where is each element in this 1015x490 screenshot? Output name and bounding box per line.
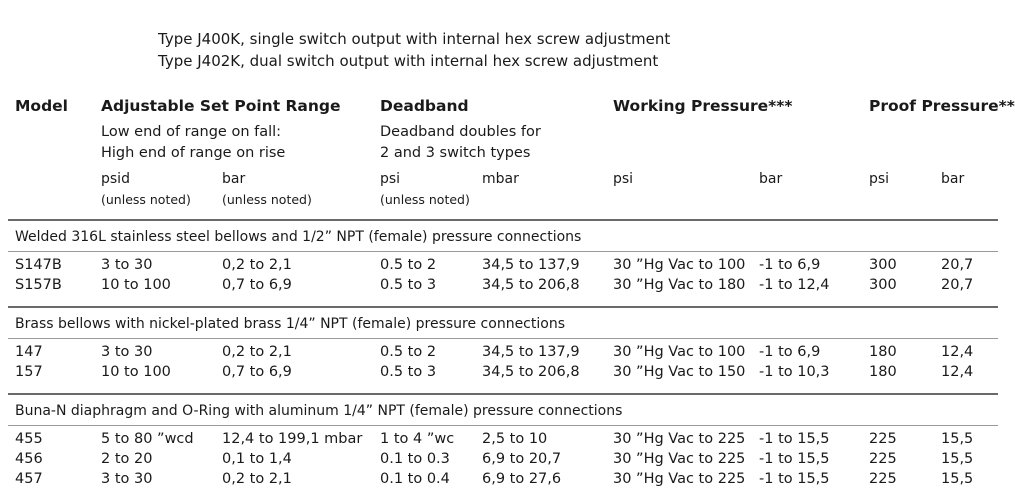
cell-proof-psi: 180 (869, 344, 897, 360)
cell-working-bar: -1 to 15,5 (759, 471, 830, 487)
unit-proof-psi: psi (869, 171, 890, 187)
cell-proof-bar: 12,4 (941, 364, 974, 380)
cell-proof-bar: 15,5 (941, 471, 974, 487)
cell-range-bar: 0,2 to 2,1 (222, 257, 292, 273)
cell-working-psi: 30 ”Hg Vac to 100 (613, 344, 746, 360)
cell-deadband-psi: 0.5 to 2 (380, 344, 437, 360)
cell-working-psi: 30 ”Hg Vac to 100 (613, 257, 746, 273)
cell-range-bar: 0,7 to 6,9 (222, 277, 292, 293)
cell-model: 457 (15, 471, 43, 487)
cell-proof-bar: 15,5 (941, 451, 974, 467)
cell-deadband-mbar: 34,5 to 206,8 (482, 364, 580, 380)
unit-working-bar: bar (759, 171, 783, 187)
range-subtitle-1: Low end of range on fall: (101, 124, 282, 140)
section-underline (8, 338, 998, 339)
type-line-j402k: Type J402K, dual switch output with internal hex screw adjustment (158, 52, 659, 70)
unit-proof-bar: bar (941, 171, 965, 187)
cell-range-bar: 0,1 to 1,4 (222, 451, 292, 467)
cell-proof-psi: 225 (869, 471, 897, 487)
cell-proof-bar: 20,7 (941, 257, 974, 273)
cell-range-psid: 5 to 80 ”wcd (101, 431, 194, 447)
cell-deadband-psi: 0.1 to 0.3 (380, 451, 450, 467)
cell-deadband-mbar: 6,9 to 27,6 (482, 471, 562, 487)
header-set-point-range: Adjustable Set Point Range (101, 97, 341, 115)
cell-working-psi: 30 ”Hg Vac to 180 (613, 277, 746, 293)
cell-range-bar: 0,2 to 2,1 (222, 471, 292, 487)
cell-working-psi: 30 ”Hg Vac to 225 (613, 451, 746, 467)
section-underline (8, 251, 998, 252)
unit-range-psid: psid (101, 171, 130, 187)
cell-working-bar: -1 to 6,9 (759, 257, 821, 273)
cell-proof-psi: 225 (869, 451, 897, 467)
cell-deadband-mbar: 6,9 to 20,7 (482, 451, 562, 467)
unit-deadband-psi: psi (380, 171, 401, 187)
cell-working-bar: -1 to 12,4 (759, 277, 830, 293)
cell-model: S147B (15, 257, 62, 273)
section-title-buna-n: Buna-N diaphragm and O-Ring with aluminum 1/4” NPT (female) pressure connections (15, 403, 623, 419)
unit-range-bar-note: (unless noted) (222, 192, 312, 207)
cell-model: S157B (15, 277, 62, 293)
cell-working-bar: -1 to 10,3 (759, 364, 830, 380)
cell-model: 157 (15, 364, 43, 380)
cell-proof-bar: 20,7 (941, 277, 974, 293)
cell-deadband-psi: 1 to 4 ”wc (380, 431, 455, 447)
cell-range-bar: 12,4 to 199,1 mbar (222, 431, 363, 447)
cell-working-psi: 30 ”Hg Vac to 225 (613, 471, 746, 487)
unit-working-psi: psi (613, 171, 634, 187)
section-underline (8, 425, 998, 426)
header-working-pressure: Working Pressure*** (613, 97, 793, 115)
section-divider (8, 306, 998, 308)
unit-range-bar: bar (222, 171, 246, 187)
cell-deadband-mbar: 34,5 to 137,9 (482, 344, 580, 360)
cell-range-psid: 10 to 100 (101, 277, 171, 293)
section-divider (8, 393, 998, 395)
cell-model: 456 (15, 451, 43, 467)
cell-working-psi: 30 ”Hg Vac to 225 (613, 431, 746, 447)
cell-range-bar: 0,2 to 2,1 (222, 344, 292, 360)
cell-deadband-mbar: 34,5 to 137,9 (482, 257, 580, 273)
cell-deadband-psi: 0.5 to 3 (380, 364, 437, 380)
cell-working-bar: -1 to 6,9 (759, 344, 821, 360)
cell-deadband-mbar: 34,5 to 206,8 (482, 277, 580, 293)
cell-working-psi: 30 ”Hg Vac to 150 (613, 364, 746, 380)
section-divider (8, 219, 998, 221)
section-title-stainless: Welded 316L stainless steel bellows and 1/2” NPT (female) pressure connections (15, 229, 582, 245)
cell-working-bar: -1 to 15,5 (759, 431, 830, 447)
cell-range-psid: 2 to 20 (101, 451, 153, 467)
cell-deadband-mbar: 2,5 to 10 (482, 431, 548, 447)
header-deadband: Deadband (380, 97, 469, 115)
cell-range-psid: 3 to 30 (101, 471, 153, 487)
cell-deadband-psi: 0.5 to 2 (380, 257, 437, 273)
cell-range-bar: 0,7 to 6,9 (222, 364, 292, 380)
cell-model: 455 (15, 431, 43, 447)
cell-proof-bar: 15,5 (941, 431, 974, 447)
unit-deadband-psi-note: (unless noted) (380, 192, 470, 207)
cell-deadband-psi: 0.5 to 3 (380, 277, 437, 293)
type-line-j400k: Type J400K, single switch output with internal hex screw adjustment (158, 30, 671, 48)
cell-proof-bar: 12,4 (941, 344, 974, 360)
section-title-brass: Brass bellows with nickel-plated brass 1/4” NPT (female) pressure connections (15, 316, 565, 332)
cell-range-psid: 3 to 30 (101, 344, 153, 360)
header-model: Model (15, 97, 68, 115)
header-proof-pressure: Proof Pressure** (869, 97, 1015, 115)
cell-model: 147 (15, 344, 43, 360)
cell-working-bar: -1 to 15,5 (759, 451, 830, 467)
cell-range-psid: 3 to 30 (101, 257, 153, 273)
cell-range-psid: 10 to 100 (101, 364, 171, 380)
cell-proof-psi: 180 (869, 364, 897, 380)
deadband-subtitle-1: Deadband doubles for (380, 124, 541, 140)
deadband-subtitle-2: 2 and 3 switch types (380, 145, 531, 161)
range-subtitle-2: High end of range on rise (101, 145, 286, 161)
cell-proof-psi: 300 (869, 257, 897, 273)
cell-deadband-psi: 0.1 to 0.4 (380, 471, 450, 487)
unit-deadband-mbar: mbar (482, 171, 519, 187)
unit-range-psid-note: (unless noted) (101, 192, 191, 207)
cell-proof-psi: 300 (869, 277, 897, 293)
cell-proof-psi: 225 (869, 431, 897, 447)
